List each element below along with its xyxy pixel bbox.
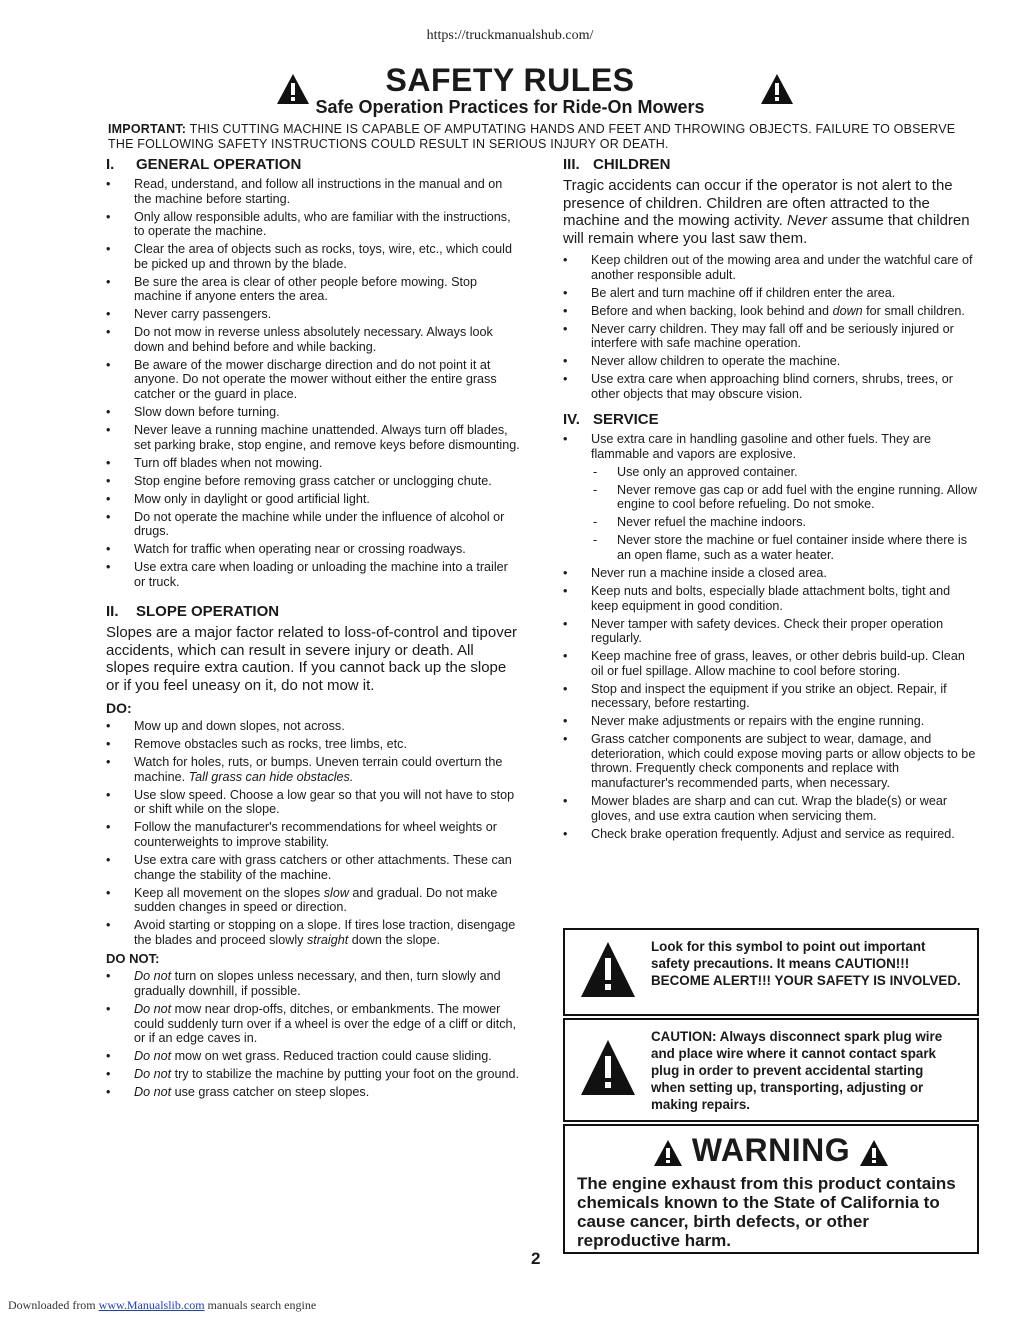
bullet: - (593, 515, 598, 530)
symbol-explanation-text: Look for this symbol to point out important safety precautions. It means CAUTION!!! BECOME ALERT!!! YOUR SAFETY IS INVOLVED. (651, 939, 961, 988)
caution-box (563, 1018, 979, 1122)
list-item: • Check brake operation frequently. Adjust and service as required. (563, 826, 955, 841)
bullet: • (106, 918, 111, 933)
bullet: • (106, 177, 111, 191)
list-item: • Use extra care in handling gasoline and other fuels. They are flammable and vapors are explosive. (563, 432, 932, 461)
bullet: • (106, 242, 111, 257)
page-title: SAFETY RULES (385, 62, 635, 98)
bullet: • (106, 1001, 111, 1016)
footer: Downloaded from www.Manualslib.com manuals search engine (8, 1298, 317, 1312)
bullet: • (106, 473, 111, 488)
bullet: • (106, 491, 111, 506)
list-item: • Never carry passengers. (106, 307, 272, 322)
list-item: • Use slow speed. Choose a low gear so that you will not have to stop or shift while on the slope. (106, 787, 515, 817)
general-operation-list (106, 177, 520, 589)
important-notice (108, 122, 978, 152)
warning-triangle-icon (760, 72, 794, 111)
bullet: • (563, 303, 568, 318)
list-item: • Watch for traffic when operating near or crossing roadways. (106, 542, 466, 557)
right-column (563, 156, 977, 845)
bullet: - (593, 533, 598, 548)
bullet: • (106, 542, 111, 557)
do-label: DO: (106, 700, 132, 717)
bullet: • (563, 253, 568, 267)
section-heading-service: IV. SERVICE (563, 411, 659, 429)
sub-list-item: - Use only an approved container. (593, 464, 798, 479)
list-item: • Never allow children to operate the machine. (563, 354, 841, 369)
bullet: • (106, 423, 111, 438)
bullet: - (593, 464, 598, 479)
list-item: • Never leave a running machine unattended. Always turn off blades, set parking brake, stop engine, and remove keys before dismounting. (106, 423, 520, 452)
bullet: • (106, 1067, 111, 1082)
list-item: • Mow up and down slopes, not across. (106, 719, 345, 734)
warning-box (563, 1124, 979, 1254)
list-item: • Do not try to stabilize the machine by putting your foot on the ground. (106, 1067, 520, 1082)
warning-text: The engine exhaust from this product contains chemicals known to the State of California to cause cancer, birth defects, or other reproductive harm. (577, 1174, 956, 1250)
caution-text: CAUTION: Always disconnect spark plug wire and place wire where it cannot contact spark plug in order to prevent accidental starting when setting up, transporting, adjusting or making repairs. (651, 1029, 943, 1112)
list-item: • Do not mow on wet grass. Reduced traction could cause sliding. (106, 1049, 492, 1064)
sub-list-item: - Never store the machine or fuel container inside where there is an open flame, such as a water heater. (593, 533, 968, 563)
list-item: • Read, understand, and follow all instructions in the manual and on the machine before starting. (106, 177, 503, 206)
list-item: • Follow the manufacturer's recommendations for wheel weights or counterweights to improve stability. (106, 820, 497, 850)
list-item: • Clear the area of objects such as rocks, toys, wire, etc., which could be picked up and thrown by the blade. (106, 242, 512, 271)
list-item: • Do not turn on slopes unless necessary, and then, turn slowly and gradually downhill, if possible. (106, 969, 501, 998)
list-item: • Never carry children. They may fall off and be seriously injured or interfere with safe machine operation. (563, 321, 954, 351)
list-item: • Be sure the area is clear of other people before mowing. Stop machine if anyone enters the area. (106, 274, 478, 304)
list-item: • Use extra care when loading or unloading the machine into a trailer or truck. (106, 560, 508, 589)
list-item: • Never make adjustments or repairs with the engine running. (563, 714, 925, 729)
bullet: • (106, 820, 111, 835)
do-list (106, 719, 520, 947)
page-subtitle: Safe Operation Practices for Ride-On Mowers (315, 97, 705, 117)
list-item: • Never tamper with safety devices. Check their proper operation regularly. (563, 616, 944, 646)
list-item: • Keep children out of the mowing area and under the watchful care of another responsible adult. (563, 253, 973, 282)
warning-triangle-icon (859, 1132, 889, 1168)
bullet: • (563, 794, 568, 809)
warning-title: WARNING (691, 1132, 851, 1169)
list-item: • Only allow responsible adults, who are familiar with the instructions, to operate the machine. (106, 209, 511, 239)
left-column (106, 156, 520, 1103)
bullet: • (106, 560, 111, 575)
list-item: • Slow down before turning. (106, 405, 280, 420)
bullet: • (563, 732, 568, 747)
bullet: • (563, 681, 568, 696)
bullet: • (563, 321, 568, 336)
list-item: • Stop and inspect the equipment if you strike an object. Repair, if necessary, before restarting. (563, 681, 947, 711)
bullet: • (106, 455, 111, 470)
bullet: • (106, 853, 111, 868)
list-item: • Turn off blades when not mowing. (106, 455, 323, 470)
list-item: • Do not use grass catcher on steep slopes. (106, 1085, 370, 1100)
symbol-explanation-box (563, 928, 979, 1016)
list-item: • Use extra care when approaching blind corners, shrubs, trees, or other objects that may obscure vision. (563, 372, 953, 401)
bullet: • (563, 432, 568, 447)
list-item: • Mow only in daylight or good artificial light. (106, 491, 370, 506)
warning-triangle-icon (579, 940, 637, 1005)
bullet: • (563, 354, 568, 369)
bullet: • (563, 583, 568, 598)
sub-list-item: - Never remove gas cap or add fuel with the engine running. Allow engine to cool before refueling. Do not smoke. (593, 482, 977, 512)
do-not-label: DO NOT: (106, 951, 160, 967)
important-text: THIS CUTTING MACHINE IS CAPABLE OF AMPUTATING HANDS AND FEET AND THROWING OBJECTS. FAILURE TO OBSERVE THE FOLLOWING SAFETY INSTRUCTIONS COULD RESULT IN SERIOUS INJURY OR DEATH. (108, 122, 956, 151)
bullet: • (106, 274, 111, 289)
bullet: • (563, 372, 568, 387)
source-url: https://truckmanualshub.com/ (426, 28, 594, 43)
warning-heading (565, 1130, 977, 1169)
bullet: • (106, 1085, 111, 1100)
bullet: • (106, 885, 111, 900)
list-item: • Use extra care with grass catchers or other attachments. These can change the stability of the machine. (106, 853, 512, 882)
list-item: • Be aware of the mower discharge direction and do not point it at anyone. Do not operate the mower without either the entire grass catcher or the guard in place. (106, 357, 497, 402)
bullet: • (563, 826, 568, 841)
page-number: 2 (531, 1249, 541, 1268)
bullet: • (106, 737, 111, 752)
section-heading-slope: II. SLOPE OPERATION (106, 603, 280, 621)
bullet: • (563, 566, 568, 580)
list-item: • Remove obstacles such as rocks, tree limbs, etc. (106, 737, 407, 752)
bullet: • (106, 509, 111, 524)
list-item: • Never run a machine inside a closed area. (563, 566, 827, 580)
list-item: • Grass catcher components are subject to wear, damage, and deterioration, which could expose moving parts or allow objects to be thrown. Frequently check components and replace with manufacturer's recommended parts, when necessary. (563, 732, 976, 791)
warning-triangle-icon (579, 1038, 637, 1103)
list-item: • Before and when backing, look behind and down for small children. (563, 303, 965, 318)
children-intro: Tragic accidents can occur if the operator is not alert to the presence of children. Children are often attracted to the machine and the mowing activity. Never assume that children will remain where you last saw them. (563, 177, 970, 247)
list-item: • Be alert and turn machine off if children enter the area. (563, 285, 896, 300)
children-list (563, 253, 977, 401)
list-item: • Do not operate the machine while under the influence of alcohol or drugs. (106, 509, 505, 539)
section-heading-children: III. CHILDREN (563, 156, 671, 173)
bullet: • (563, 714, 568, 729)
sub-list-item: - Never refuel the machine indoors. (593, 515, 807, 530)
list-item: • Watch for holes, ruts, or bumps. Uneven terrain could overturn the machine. Tall grass can hide obstacles. (106, 755, 503, 784)
section-heading-general: I. GENERAL OPERATION (106, 156, 302, 173)
list-item: • Do not mow in reverse unless absolutely necessary. Always look down and behind before and while backing. (106, 325, 493, 354)
bullet: • (106, 755, 111, 770)
bullet: • (106, 787, 111, 802)
bullet: • (106, 209, 111, 224)
list-item: • Keep all movement on the slopes slow and gradual. Do not make sudden changes in speed or direction. (106, 885, 498, 915)
bullet: • (106, 719, 111, 734)
warning-triangle-icon (653, 1132, 683, 1168)
bullet: • (106, 357, 111, 372)
bullet: • (563, 649, 568, 664)
bullet: • (563, 285, 568, 300)
manualslib-link[interactable]: www.Manualslib.com (98, 1298, 205, 1312)
bullet: • (106, 1049, 111, 1064)
bullet: • (106, 325, 111, 340)
list-item: • Avoid starting or stopping on a slope. If tires lose traction, disengage the blades and proceed slowly straight down the slope. (106, 918, 516, 947)
list-item: • Mower blades are sharp and can cut. Wrap the blade(s) or wear gloves, and use extra caution when servicing them. (563, 794, 948, 823)
important-label: IMPORTANT: (108, 122, 187, 136)
bullet: • (106, 405, 111, 420)
bullet: • (106, 307, 111, 322)
list-item: • Do not mow near drop-offs, ditches, or embankments. The mower could suddenly turn over if a wheel is over the edge of a cliff or ditch, or if an edge caves in. (106, 1001, 516, 1046)
do-not-list (106, 969, 520, 1099)
bullet: • (563, 616, 568, 631)
list-item: • Keep machine free of grass, leaves, or other debris build-up. Clean oil or fuel spillage. Allow machine to cool before storing. (563, 649, 965, 678)
list-item: • Stop engine before removing grass catcher or unclogging chute. (106, 473, 492, 488)
service-list (563, 432, 977, 841)
slope-intro: Slopes are a major factor related to loss-of-control and tipover accidents, which can result in severe injury or death. All slopes require extra caution. If you cannot back up the slope or if you feel uneasy on it, do not mow it. (106, 624, 518, 694)
list-item: • Keep nuts and bolts, especially blade attachment bolts, tight and keep equipment in good condition. (563, 583, 951, 613)
bullet: • (106, 969, 111, 984)
bullet: - (593, 482, 598, 497)
